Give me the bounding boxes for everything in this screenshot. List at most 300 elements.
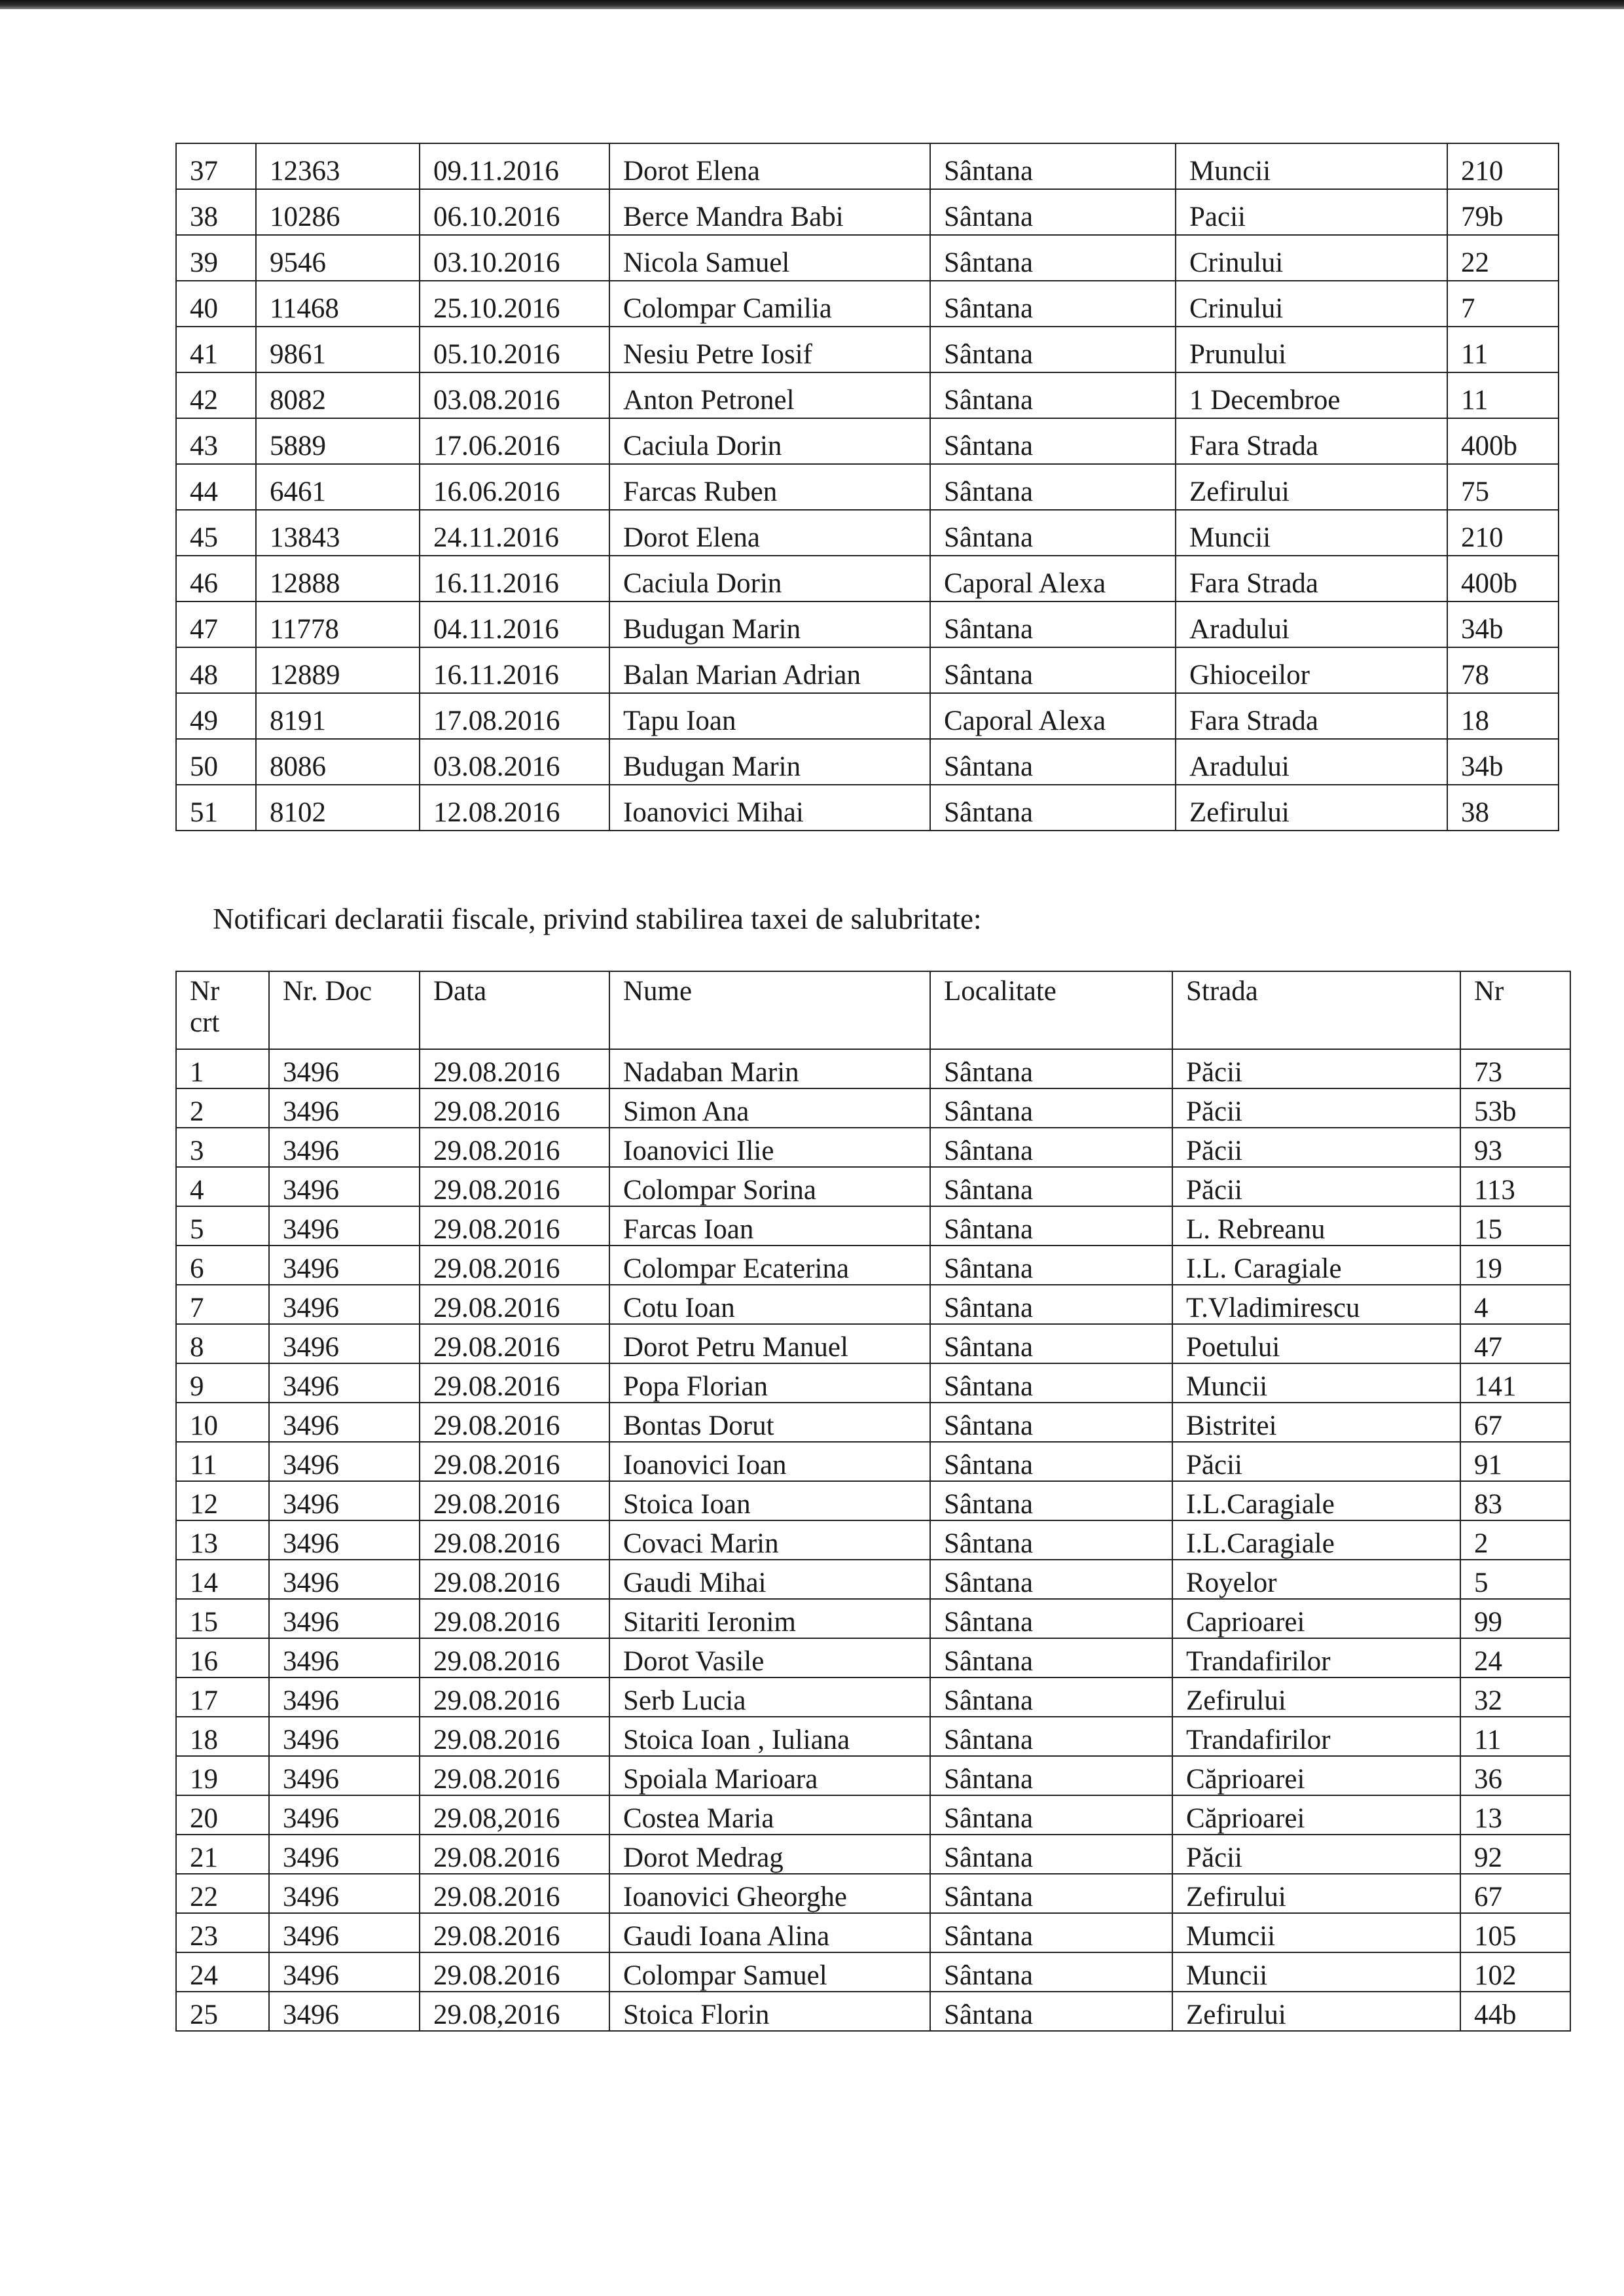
table-row bbox=[176, 1560, 1570, 1599]
cell-strada: Zefirului bbox=[1172, 1992, 1460, 2031]
cell-localitate: Sântana bbox=[930, 1638, 1172, 1677]
table-row bbox=[176, 327, 1559, 372]
cell-nume: Dorot Elena bbox=[609, 143, 930, 189]
cell-nr: 4 bbox=[1460, 1285, 1570, 1324]
cell-nume: Stoica Florin bbox=[609, 1992, 930, 2031]
cell-nr-crt: 39 bbox=[176, 235, 256, 281]
cell-nr-doc: 6461 bbox=[256, 464, 420, 510]
cell-nr: 141 bbox=[1460, 1363, 1570, 1403]
cell-nr-crt: 44 bbox=[176, 464, 256, 510]
cell-nume: Farcas Ruben bbox=[609, 464, 930, 510]
cell-nr-crt: 7 bbox=[176, 1285, 269, 1324]
cell-strada: Aradului bbox=[1176, 601, 1447, 647]
cell-nr-doc: 8102 bbox=[256, 785, 420, 831]
cell-nr-crt: 20 bbox=[176, 1795, 269, 1835]
scan-top-edge bbox=[0, 0, 1624, 9]
cell-nr-doc: 3496 bbox=[269, 1560, 420, 1599]
cell-nr: 91 bbox=[1460, 1442, 1570, 1481]
cell-nr-doc: 3496 bbox=[269, 1520, 420, 1560]
table-row bbox=[176, 1874, 1570, 1913]
cell-nume: Dorot Elena bbox=[609, 510, 930, 556]
cell-data: 03.10.2016 bbox=[420, 235, 609, 281]
cell-data: 06.10.2016 bbox=[420, 189, 609, 235]
cell-data: 04.11.2016 bbox=[420, 601, 609, 647]
cell-localitate: Sântana bbox=[930, 1560, 1172, 1599]
cell-nr-doc: 3496 bbox=[269, 1717, 420, 1756]
cell-nume: Ioanovici Gheorghe bbox=[609, 1874, 930, 1913]
cell-data: 24.11.2016 bbox=[420, 510, 609, 556]
cell-nr-doc: 8082 bbox=[256, 372, 420, 418]
cell-data: 25.10.2016 bbox=[420, 281, 609, 327]
cell-localitate: Sântana bbox=[930, 235, 1176, 281]
cell-nr-crt: 3 bbox=[176, 1128, 269, 1167]
cell-nume: Nesiu Petre Iosif bbox=[609, 327, 930, 372]
cell-strada: Muncii bbox=[1176, 510, 1447, 556]
cell-nr: 18 bbox=[1447, 693, 1559, 739]
cell-nume: Gaudi Mihai bbox=[609, 1560, 930, 1599]
cell-nr-doc: 3496 bbox=[269, 1206, 420, 1246]
cell-nr-doc: 9861 bbox=[256, 327, 420, 372]
cell-data: 29.08.2016 bbox=[420, 1206, 609, 1246]
table-row bbox=[176, 189, 1559, 235]
cell-nume: Farcas Ioan bbox=[609, 1206, 930, 1246]
cell-nr-doc: 12889 bbox=[256, 647, 420, 693]
cell-nr: 73 bbox=[1460, 1049, 1570, 1088]
cell-nr-doc: 12888 bbox=[256, 556, 420, 601]
cell-nr-doc: 3496 bbox=[269, 1442, 420, 1481]
cell-localitate: Sântana bbox=[930, 1717, 1172, 1756]
cell-nr-doc: 3496 bbox=[269, 1599, 420, 1638]
cell-data: 29.08.2016 bbox=[420, 1324, 609, 1363]
cell-nr-crt: 21 bbox=[176, 1835, 269, 1874]
cell-nume: Sitariti Ieronim bbox=[609, 1599, 930, 1638]
cell-strada: Muncii bbox=[1172, 1952, 1460, 1992]
cell-nr-crt: 2 bbox=[176, 1088, 269, 1128]
table-row bbox=[176, 1285, 1570, 1324]
cell-strada: Ghioceilor bbox=[1176, 647, 1447, 693]
cell-localitate: Sântana bbox=[930, 1049, 1172, 1088]
table-row bbox=[176, 235, 1559, 281]
cell-nume: Spoiala Marioara bbox=[609, 1756, 930, 1795]
table-row bbox=[176, 556, 1559, 601]
cell-data: 29.08.2016 bbox=[420, 1952, 609, 1992]
cell-nr-doc: 11468 bbox=[256, 281, 420, 327]
cell-data: 09.11.2016 bbox=[420, 143, 609, 189]
cell-nr-doc: 3496 bbox=[269, 1363, 420, 1403]
cell-strada: Trandafirilor bbox=[1172, 1717, 1460, 1756]
cell-nr-crt: 46 bbox=[176, 556, 256, 601]
cell-nume: Colompar Camilia bbox=[609, 281, 930, 327]
cell-nr-crt: 18 bbox=[176, 1717, 269, 1756]
cell-strada: Păcii bbox=[1172, 1049, 1460, 1088]
cell-nr: 75 bbox=[1447, 464, 1559, 510]
cell-nr: 400b bbox=[1447, 418, 1559, 464]
cell-data: 29.08.2016 bbox=[420, 1717, 609, 1756]
cell-nr: 13 bbox=[1460, 1795, 1570, 1835]
table-row bbox=[176, 1246, 1570, 1285]
cell-nume: Ioanovici Ilie bbox=[609, 1128, 930, 1167]
table-row bbox=[176, 1324, 1570, 1363]
cell-data: 29.08.2016 bbox=[420, 1835, 609, 1874]
cell-nr-doc: 3496 bbox=[269, 1088, 420, 1128]
cell-nr: 24 bbox=[1460, 1638, 1570, 1677]
cell-nr: 92 bbox=[1460, 1835, 1570, 1874]
cell-localitate: Caporal Alexa bbox=[930, 693, 1176, 739]
cell-nume: Anton Petronel bbox=[609, 372, 930, 418]
cell-data: 12.08.2016 bbox=[420, 785, 609, 831]
cell-nume: Colompar Sorina bbox=[609, 1167, 930, 1206]
table-row bbox=[176, 1049, 1570, 1088]
cell-strada: Crinului bbox=[1176, 281, 1447, 327]
table-notificari-body bbox=[176, 1049, 1570, 2031]
table-row bbox=[176, 693, 1559, 739]
cell-nr-crt: 22 bbox=[176, 1874, 269, 1913]
cell-nr-doc: 3496 bbox=[269, 1638, 420, 1677]
cell-nr-crt: 48 bbox=[176, 647, 256, 693]
cell-nr-doc: 3496 bbox=[269, 1677, 420, 1717]
cell-nr: 34b bbox=[1447, 601, 1559, 647]
cell-strada: Muncii bbox=[1172, 1363, 1460, 1403]
cell-data: 29.08,2016 bbox=[420, 1992, 609, 2031]
cell-nr-crt: 37 bbox=[176, 143, 256, 189]
cell-nr: 210 bbox=[1447, 143, 1559, 189]
cell-nr-crt: 15 bbox=[176, 1599, 269, 1638]
cell-strada: Păcii bbox=[1172, 1128, 1460, 1167]
cell-data: 29.08.2016 bbox=[420, 1442, 609, 1481]
cell-nr-doc: 3496 bbox=[269, 1324, 420, 1363]
cell-localitate: Sântana bbox=[930, 1795, 1172, 1835]
cell-nr-doc: 3496 bbox=[269, 1128, 420, 1167]
cell-data: 29.08.2016 bbox=[420, 1874, 609, 1913]
cell-nr-crt: 10 bbox=[176, 1403, 269, 1442]
cell-localitate: Sântana bbox=[930, 189, 1176, 235]
cell-nr: 93 bbox=[1460, 1128, 1570, 1167]
cell-localitate: Sântana bbox=[930, 1363, 1172, 1403]
section-heading: Notificari declaratii fiscale, privind stabilirea taxei de salubritate: bbox=[213, 903, 982, 935]
table-header-row bbox=[176, 971, 1570, 1049]
cell-strada: Prunului bbox=[1176, 327, 1447, 372]
cell-nr-crt: 41 bbox=[176, 327, 256, 372]
header-data: Data bbox=[420, 971, 609, 1049]
cell-nume: Simon Ana bbox=[609, 1088, 930, 1128]
table-row bbox=[176, 1835, 1570, 1874]
cell-localitate: Sântana bbox=[930, 1403, 1172, 1442]
cell-strada: Zefirului bbox=[1172, 1874, 1460, 1913]
cell-data: 29.08.2016 bbox=[420, 1167, 609, 1206]
cell-nume: Stoica Ioan bbox=[609, 1481, 930, 1520]
cell-nr-crt: 43 bbox=[176, 418, 256, 464]
cell-nr-doc: 3496 bbox=[269, 1049, 420, 1088]
cell-nume: Gaudi Ioana Alina bbox=[609, 1913, 930, 1952]
cell-nume: Dorot Petru Manuel bbox=[609, 1324, 930, 1363]
cell-nume: Tapu Ioan bbox=[609, 693, 930, 739]
cell-strada: T.Vladimirescu bbox=[1172, 1285, 1460, 1324]
cell-nr-doc: 8191 bbox=[256, 693, 420, 739]
cell-nr-doc: 3496 bbox=[269, 1835, 420, 1874]
cell-data: 16.11.2016 bbox=[420, 556, 609, 601]
cell-nr: 11 bbox=[1460, 1717, 1570, 1756]
cell-localitate: Sântana bbox=[930, 601, 1176, 647]
cell-nr-crt: 47 bbox=[176, 601, 256, 647]
cell-localitate: Sântana bbox=[930, 1481, 1172, 1520]
cell-nr-crt: 23 bbox=[176, 1913, 269, 1952]
cell-nr-doc: 10286 bbox=[256, 189, 420, 235]
cell-data: 16.11.2016 bbox=[420, 647, 609, 693]
cell-strada: Trandafirilor bbox=[1172, 1638, 1460, 1677]
cell-nr: 11 bbox=[1447, 327, 1559, 372]
cell-data: 29.08.2016 bbox=[420, 1246, 609, 1285]
cell-strada: Păcii bbox=[1172, 1088, 1460, 1128]
cell-nr-doc: 3496 bbox=[269, 1913, 420, 1952]
table-row bbox=[176, 1952, 1570, 1992]
cell-nume: Covaci Marin bbox=[609, 1520, 930, 1560]
cell-nr-crt: 24 bbox=[176, 1952, 269, 1992]
cell-nr: 15 bbox=[1460, 1206, 1570, 1246]
cell-data: 29.08.2016 bbox=[420, 1677, 609, 1717]
cell-nr: 11 bbox=[1447, 372, 1559, 418]
cell-nr-crt: 1 bbox=[176, 1049, 269, 1088]
cell-nr-crt: 13 bbox=[176, 1520, 269, 1560]
cell-nume: Ioanovici Ioan bbox=[609, 1442, 930, 1481]
cell-strada: Fara Strada bbox=[1176, 418, 1447, 464]
cell-localitate: Sântana bbox=[930, 1285, 1172, 1324]
cell-localitate: Sântana bbox=[930, 1913, 1172, 1952]
cell-localitate: Sântana bbox=[930, 1088, 1172, 1128]
cell-nr: 210 bbox=[1447, 510, 1559, 556]
cell-nr-doc: 3496 bbox=[269, 1795, 420, 1835]
cell-nume: Serb Lucia bbox=[609, 1677, 930, 1717]
cell-localitate: Sântana bbox=[930, 464, 1176, 510]
cell-nr-crt: 12 bbox=[176, 1481, 269, 1520]
table-row bbox=[176, 1992, 1570, 2031]
cell-nr: 22 bbox=[1447, 235, 1559, 281]
cell-strada: Păcii bbox=[1172, 1167, 1460, 1206]
cell-nume: Caciula Dorin bbox=[609, 556, 930, 601]
cell-nume: Popa Florian bbox=[609, 1363, 930, 1403]
table-row bbox=[176, 464, 1559, 510]
cell-nr: 105 bbox=[1460, 1913, 1570, 1952]
table-row bbox=[176, 281, 1559, 327]
cell-data: 29.08.2016 bbox=[420, 1913, 609, 1952]
cell-localitate: Sântana bbox=[930, 1992, 1172, 2031]
header-nr-doc: Nr. Doc bbox=[269, 971, 420, 1049]
header-nr-crt-line1: Nr bbox=[190, 976, 220, 1007]
cell-nr: 79b bbox=[1447, 189, 1559, 235]
table-row bbox=[176, 510, 1559, 556]
cell-nr: 47 bbox=[1460, 1324, 1570, 1363]
cell-localitate: Sântana bbox=[930, 510, 1176, 556]
cell-strada: Păcii bbox=[1172, 1835, 1460, 1874]
cell-nume: Budugan Marin bbox=[609, 601, 930, 647]
cell-strada: I.L.Caragiale bbox=[1172, 1481, 1460, 1520]
cell-data: 29.08.2016 bbox=[420, 1363, 609, 1403]
cell-nr-crt: 45 bbox=[176, 510, 256, 556]
cell-data: 29.08.2016 bbox=[420, 1128, 609, 1167]
cell-nr-crt: 8 bbox=[176, 1324, 269, 1363]
cell-nr-doc: 9546 bbox=[256, 235, 420, 281]
cell-data: 29.08.2016 bbox=[420, 1599, 609, 1638]
table-row bbox=[176, 1756, 1570, 1795]
cell-localitate: Sântana bbox=[930, 327, 1176, 372]
table-continuation bbox=[175, 143, 1559, 831]
cell-nr-crt: 4 bbox=[176, 1167, 269, 1206]
header-localitate: Localitate bbox=[930, 971, 1172, 1049]
cell-strada: I.L.Caragiale bbox=[1172, 1520, 1460, 1560]
cell-data: 29.08.2016 bbox=[420, 1560, 609, 1599]
cell-localitate: Sântana bbox=[930, 1677, 1172, 1717]
cell-nume: Budugan Marin bbox=[609, 739, 930, 785]
cell-localitate: Sântana bbox=[930, 1835, 1172, 1874]
cell-localitate: Sântana bbox=[930, 739, 1176, 785]
cell-localitate: Sântana bbox=[930, 1167, 1172, 1206]
cell-strada: Fara Strada bbox=[1176, 693, 1447, 739]
cell-nr: 38 bbox=[1447, 785, 1559, 831]
cell-localitate: Sântana bbox=[930, 372, 1176, 418]
cell-data: 29.08.2016 bbox=[420, 1088, 609, 1128]
cell-localitate: Sântana bbox=[930, 1246, 1172, 1285]
cell-localitate: Sântana bbox=[930, 1442, 1172, 1481]
cell-nume: Cotu Ioan bbox=[609, 1285, 930, 1324]
cell-nr: 400b bbox=[1447, 556, 1559, 601]
cell-nr-crt: 16 bbox=[176, 1638, 269, 1677]
cell-strada: Royelor bbox=[1172, 1560, 1460, 1599]
cell-data: 29.08,2016 bbox=[420, 1795, 609, 1835]
cell-nr: 67 bbox=[1460, 1874, 1570, 1913]
cell-nr-doc: 13843 bbox=[256, 510, 420, 556]
cell-data: 17.06.2016 bbox=[420, 418, 609, 464]
cell-strada: Caprioarei bbox=[1172, 1599, 1460, 1638]
cell-localitate: Sântana bbox=[930, 1599, 1172, 1638]
table-row bbox=[176, 1795, 1570, 1835]
cell-data: 29.08.2016 bbox=[420, 1756, 609, 1795]
table-row bbox=[176, 1363, 1570, 1403]
cell-nume: Berce Mandra Babi bbox=[609, 189, 930, 235]
cell-nr-crt: 19 bbox=[176, 1756, 269, 1795]
cell-nume: Colompar Ecaterina bbox=[609, 1246, 930, 1285]
cell-nr-crt: 9 bbox=[176, 1363, 269, 1403]
table-row bbox=[176, 1520, 1570, 1560]
cell-nr-doc: 5889 bbox=[256, 418, 420, 464]
table-row bbox=[176, 601, 1559, 647]
cell-nr-doc: 3496 bbox=[269, 1285, 420, 1324]
cell-nr-doc: 11778 bbox=[256, 601, 420, 647]
table-row bbox=[176, 1128, 1570, 1167]
cell-nr: 78 bbox=[1447, 647, 1559, 693]
cell-nr-doc: 3496 bbox=[269, 1403, 420, 1442]
cell-data: 29.08.2016 bbox=[420, 1285, 609, 1324]
cell-nr-crt: 14 bbox=[176, 1560, 269, 1599]
cell-nume: Nicola Samuel bbox=[609, 235, 930, 281]
cell-strada: Poetului bbox=[1172, 1324, 1460, 1363]
cell-data: 03.08.2016 bbox=[420, 739, 609, 785]
cell-nr-crt: 40 bbox=[176, 281, 256, 327]
table-row bbox=[176, 372, 1559, 418]
cell-nume: Balan Marian Adrian bbox=[609, 647, 930, 693]
cell-nr-doc: 3496 bbox=[269, 1992, 420, 2031]
cell-strada: Aradului bbox=[1176, 739, 1447, 785]
cell-nr-doc: 3496 bbox=[269, 1167, 420, 1206]
cell-nume: Dorot Vasile bbox=[609, 1638, 930, 1677]
cell-nr-crt: 50 bbox=[176, 739, 256, 785]
cell-nr-crt: 6 bbox=[176, 1246, 269, 1285]
cell-nr-doc: 3496 bbox=[269, 1481, 420, 1520]
cell-nr: 2 bbox=[1460, 1520, 1570, 1560]
cell-strada: Pacii bbox=[1176, 189, 1447, 235]
header-nr-crt-line2: crt bbox=[190, 1007, 220, 1039]
cell-localitate: Sântana bbox=[930, 281, 1176, 327]
cell-nr: 67 bbox=[1460, 1403, 1570, 1442]
cell-nr: 32 bbox=[1460, 1677, 1570, 1717]
cell-nr: 44b bbox=[1460, 1992, 1570, 2031]
header-nume: Nume bbox=[609, 971, 930, 1049]
table-row bbox=[176, 1638, 1570, 1677]
cell-data: 29.08.2016 bbox=[420, 1520, 609, 1560]
cell-localitate: Sântana bbox=[930, 647, 1176, 693]
cell-nume: Colompar Samuel bbox=[609, 1952, 930, 1992]
cell-strada: Fara Strada bbox=[1176, 556, 1447, 601]
cell-nr-doc: 12363 bbox=[256, 143, 420, 189]
table-row bbox=[176, 1717, 1570, 1756]
cell-strada: Bistritei bbox=[1172, 1403, 1460, 1442]
cell-nr-crt: 25 bbox=[176, 1992, 269, 2031]
cell-nr: 113 bbox=[1460, 1167, 1570, 1206]
cell-nr-doc: 3496 bbox=[269, 1952, 420, 1992]
cell-nume: Nadaban Marin bbox=[609, 1049, 930, 1088]
table-row bbox=[176, 1677, 1570, 1717]
cell-nr: 5 bbox=[1460, 1560, 1570, 1599]
table-row bbox=[176, 143, 1559, 189]
cell-strada: Zefirului bbox=[1172, 1677, 1460, 1717]
cell-nr: 19 bbox=[1460, 1246, 1570, 1285]
table-row bbox=[176, 1167, 1570, 1206]
table-row bbox=[176, 1403, 1570, 1442]
cell-data: 29.08.2016 bbox=[420, 1403, 609, 1442]
table-row bbox=[176, 1206, 1570, 1246]
cell-strada: I.L. Caragiale bbox=[1172, 1246, 1460, 1285]
cell-nr: 53b bbox=[1460, 1088, 1570, 1128]
cell-nr: 102 bbox=[1460, 1952, 1570, 1992]
cell-strada: Crinului bbox=[1176, 235, 1447, 281]
cell-strada: L. Rebreanu bbox=[1172, 1206, 1460, 1246]
table-row bbox=[176, 1599, 1570, 1638]
cell-nr-crt: 38 bbox=[176, 189, 256, 235]
cell-localitate: Sântana bbox=[930, 1520, 1172, 1560]
cell-strada: 1 Decembroe bbox=[1176, 372, 1447, 418]
cell-data: 29.08.2016 bbox=[420, 1638, 609, 1677]
cell-localitate: Sântana bbox=[930, 1128, 1172, 1167]
cell-nr-crt: 17 bbox=[176, 1677, 269, 1717]
table-row bbox=[176, 1481, 1570, 1520]
cell-localitate: Sântana bbox=[930, 1874, 1172, 1913]
cell-localitate: Caporal Alexa bbox=[930, 556, 1176, 601]
cell-nume: Ioanovici Mihai bbox=[609, 785, 930, 831]
cell-nr-crt: 51 bbox=[176, 785, 256, 831]
table-row bbox=[176, 1088, 1570, 1128]
table-row bbox=[176, 785, 1559, 831]
table-row bbox=[176, 418, 1559, 464]
cell-nume: Dorot Medrag bbox=[609, 1835, 930, 1874]
cell-strada: Păcii bbox=[1172, 1442, 1460, 1481]
table-notificari bbox=[175, 971, 1571, 2032]
cell-localitate: Sântana bbox=[930, 143, 1176, 189]
cell-data: 29.08.2016 bbox=[420, 1481, 609, 1520]
cell-nr-crt: 42 bbox=[176, 372, 256, 418]
cell-nr-doc: 3496 bbox=[269, 1874, 420, 1913]
cell-localitate: Sântana bbox=[930, 418, 1176, 464]
cell-data: 03.08.2016 bbox=[420, 372, 609, 418]
cell-strada: Căprioarei bbox=[1172, 1795, 1460, 1835]
table-continuation-body bbox=[176, 143, 1559, 831]
